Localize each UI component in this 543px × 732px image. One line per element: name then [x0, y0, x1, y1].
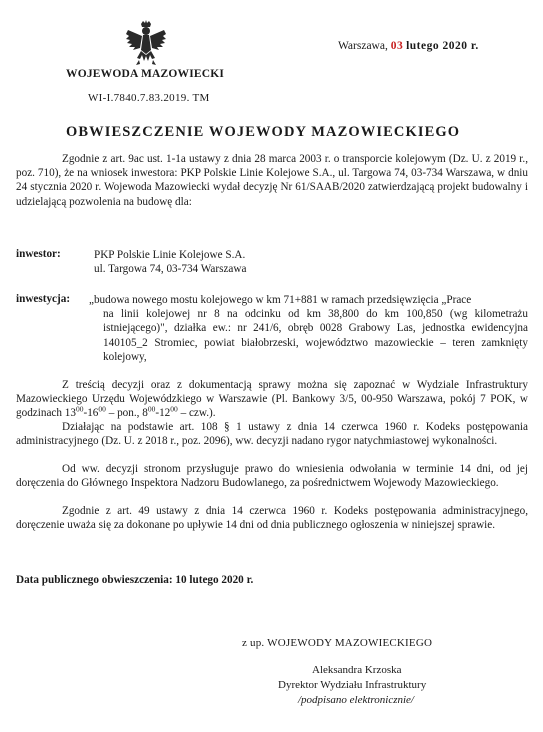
investor-name: PKP Polskie Linie Kolejowe S.A.	[94, 249, 246, 261]
signatory-name: Aleksandra Krzoska	[312, 664, 402, 676]
signature-on-behalf: z up. WOJEWODY MAZOWIECKIEGO	[242, 637, 433, 649]
investment-text-rest: na linii kolejowej nr 8 na odcinku od km 38,800 do km 100,850 (wg kilometrażu istniejącego)", działka ew.: nr 241/6, obręb 0028 Grabowy Las, jednostka ewidencyjna 140105_2 Stromiec, powiat białobrzeski, województwo mazowieckie – teren zamknięty kolejowy,	[103, 308, 528, 363]
date-day: 03	[390, 40, 404, 52]
investment-label: inwestycja:	[16, 293, 71, 305]
issuer-name: WOJEWODA MAZOWIECKI	[66, 68, 225, 80]
document-title: OBWIESZCZENIE WOJEWODY MAZOWIECKIEGO	[66, 124, 461, 140]
hour-sup: 00	[75, 404, 84, 414]
investment-description	[89, 293, 528, 364]
investor-address: ul. Targowa 74, 03-734 Warszawa	[94, 263, 247, 276]
paragraph-delivery: Zgodnie z art. 49 ustawy z dnia 14 czerwca 1960 r. Kodeks postępowania administracyjnego, doręczenie uważa się za dokonane po upływie 14 dni od dnia publicznego ogłoszenia w niniejszej sprawie.	[16, 505, 528, 532]
paragraph-appeal: Od ww. decyzji stronom przysługuje prawo do wniesienia odwołania w terminie 14 dni, od jej doręczenia do Głównego Inspektora Nadzoru Budowlanego, za pośrednictwem Wojewody Mazowieckiego.	[16, 463, 528, 490]
date-month-year: lutego 2020 r.	[406, 40, 479, 52]
investor-label: inwestor:	[16, 248, 61, 260]
reference-number: WI-I.7840.7.83.2019. TM	[88, 92, 210, 104]
signatory-position: Dyrektor Wydziału Infrastruktury	[278, 679, 427, 691]
paragraph-access	[16, 378, 528, 421]
place: Warszawa,	[338, 40, 388, 52]
hour-sup: 00	[98, 404, 106, 414]
investment-text-first: „budowa nowego mostu kolejowego w km 71+881 w ramach przedsięwzięcia „Prace	[89, 294, 472, 306]
hour-sup: 00	[147, 404, 156, 414]
hours-text: -12	[155, 407, 171, 420]
hours-text: – pon., 8	[105, 407, 148, 420]
publication-date: Data publicznego obwieszczenia: 10 lutego 2020 r.	[16, 574, 254, 586]
hours-text: -16	[83, 407, 99, 420]
paragraph-intro: Zgodnie z art. 9ac ust. 1-1a ustawy z dnia 28 marca 2003 r. o transporcie kolejowym (Dz. U. z 2019 r., poz. 710), że na wniosek inwestora: PKP Polskie Linie Kolejowe S.A., ul. Targowa 74, 03-734 Warszawa, w dniu 24 stycznia 2020 r. Wojewoda Mazowiecki wydał decyzję Nr 61/SAAB/2020 zatwierdzającą projekt budowalny i udzielającą pozwolenia na budowę dla:	[16, 153, 528, 208]
signed-electronically-note: /podpisano elektronicznie/	[298, 694, 414, 706]
hour-sup: 00	[170, 404, 178, 414]
access-text: Z treścią decyzji oraz z dokumentacją sprawy można się zapoznać w Wydziale Infrastruktury Mazowieckiego Urzędu Wojewódzkiego w Warszawie (Pl. Bankowy 3/5, 00-950 Warszawa, pokój 7 POK, w godzinach 13	[16, 379, 528, 420]
polish-eagle-emblem-icon	[124, 20, 168, 66]
investor-details	[94, 248, 246, 276]
place-and-date	[338, 40, 479, 52]
hours-text: – czw.).	[177, 407, 216, 420]
paragraph-enforceability: Działając na podstawie art. 108 § 1 ustawy z dnia 14 czerwca 1960 r. Kodeks postępowania administracyjnego (Dz. U. z 2018 r., poz. 2096), ww. decyzji nadano rygor natychmiastowej wykonalności.	[16, 421, 528, 448]
